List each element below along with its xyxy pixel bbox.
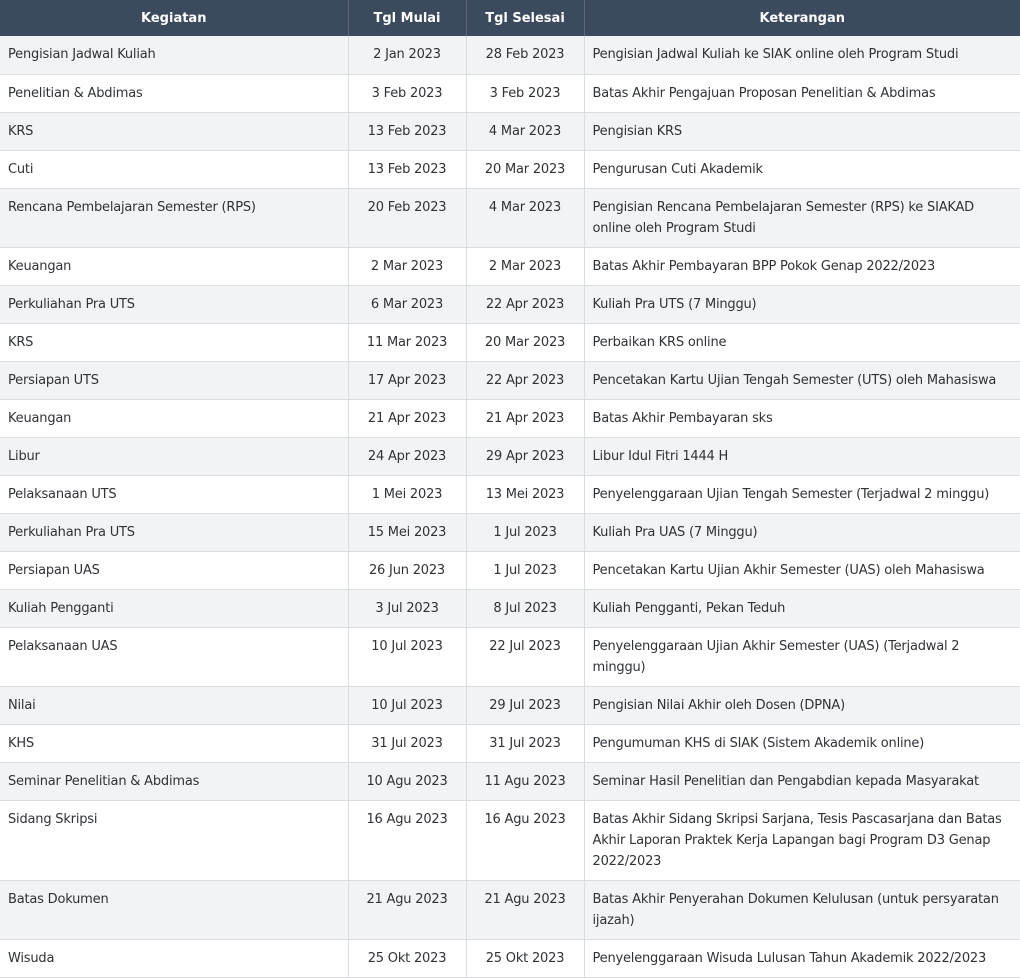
cell-keterangan: Batas Akhir Pembayaran sks — [584, 399, 1020, 437]
table-header — [0, 0, 1020, 36]
cell-kegiatan: Pelaksanaan UTS — [0, 475, 348, 513]
cell-kegiatan: Nilai — [0, 686, 348, 724]
cell-keterangan: Seminar Hasil Penelitian dan Pengabdian kepada Masyarakat — [584, 762, 1020, 800]
cell-tgl-mulai: 15 Mei 2023 — [348, 513, 466, 551]
cell-tgl-selesai: 22 Apr 2023 — [466, 361, 584, 399]
cell-tgl-selesai: 31 Jul 2023 — [466, 724, 584, 762]
cell-tgl-selesai: 25 Okt 2023 — [466, 939, 584, 977]
cell-kegiatan: KRS — [0, 112, 348, 150]
table-row — [0, 762, 1020, 800]
cell-keterangan: Libur Idul Fitri 1444 H — [584, 437, 1020, 475]
header-tgl-selesai: Tgl Selesai — [466, 0, 584, 36]
cell-tgl-mulai: 2 Mar 2023 — [348, 247, 466, 285]
cell-kegiatan: Rencana Pembelajaran Semester (RPS) — [0, 188, 348, 247]
cell-kegiatan: Pengisian Jadwal Kuliah — [0, 36, 348, 74]
cell-tgl-selesai: 21 Agu 2023 — [466, 880, 584, 939]
table-row — [0, 686, 1020, 724]
table-row — [0, 150, 1020, 188]
table-row — [0, 627, 1020, 686]
table-row — [0, 475, 1020, 513]
cell-tgl-mulai: 2 Jan 2023 — [348, 36, 466, 74]
cell-tgl-mulai: 31 Jul 2023 — [348, 724, 466, 762]
table-row — [0, 112, 1020, 150]
table-row — [0, 285, 1020, 323]
table-row — [0, 323, 1020, 361]
cell-keterangan: Pencetakan Kartu Ujian Akhir Semester (UAS) oleh Mahasiswa — [584, 551, 1020, 589]
cell-kegiatan: Penelitian & Abdimas — [0, 74, 348, 112]
cell-tgl-mulai: 10 Jul 2023 — [348, 627, 466, 686]
cell-keterangan: Batas Akhir Sidang Skripsi Sarjana, Tesis Pascasarjana dan Batas Akhir Laporan Praktek Kerja Lapangan bagi Program D3 Genap 2022/2023 — [584, 800, 1020, 880]
cell-tgl-mulai: 24 Apr 2023 — [348, 437, 466, 475]
cell-keterangan: Pengisian Rencana Pembelajaran Semester (RPS) ke SIAKAD online oleh Program Studi — [584, 188, 1020, 247]
cell-tgl-selesai: 21 Apr 2023 — [466, 399, 584, 437]
table-row — [0, 800, 1020, 880]
table-row — [0, 74, 1020, 112]
cell-tgl-selesai: 2 Mar 2023 — [466, 247, 584, 285]
cell-tgl-mulai: 13 Feb 2023 — [348, 112, 466, 150]
cell-tgl-selesai: 1 Jul 2023 — [466, 551, 584, 589]
cell-kegiatan: Perkuliahan Pra UTS — [0, 285, 348, 323]
cell-keterangan: Kuliah Pengganti, Pekan Teduh — [584, 589, 1020, 627]
table-row — [0, 437, 1020, 475]
cell-kegiatan: Seminar Penelitian & Abdimas — [0, 762, 348, 800]
cell-tgl-selesai: 4 Mar 2023 — [466, 112, 584, 150]
table-row — [0, 188, 1020, 247]
header-tgl-mulai: Tgl Mulai — [348, 0, 466, 36]
table-row — [0, 513, 1020, 551]
cell-tgl-selesai: 22 Apr 2023 — [466, 285, 584, 323]
cell-keterangan: Batas Akhir Pembayaran BPP Pokok Genap 2022/2023 — [584, 247, 1020, 285]
cell-kegiatan: Cuti — [0, 150, 348, 188]
table-row — [0, 589, 1020, 627]
cell-tgl-selesai: 22 Jul 2023 — [466, 627, 584, 686]
cell-kegiatan: Sidang Skripsi — [0, 800, 348, 880]
cell-keterangan: Batas Akhir Penyerahan Dokumen Kelulusan (untuk persyaratan ijazah) — [584, 880, 1020, 939]
cell-kegiatan: Batas Dokumen — [0, 880, 348, 939]
cell-tgl-mulai: 20 Feb 2023 — [348, 188, 466, 247]
cell-kegiatan: Pelaksanaan UAS — [0, 627, 348, 686]
cell-keterangan: Pengurusan Cuti Akademik — [584, 150, 1020, 188]
cell-keterangan: Pencetakan Kartu Ujian Tengah Semester (UTS) oleh Mahasiswa — [584, 361, 1020, 399]
cell-tgl-mulai: 26 Jun 2023 — [348, 551, 466, 589]
cell-keterangan: Perbaikan KRS online — [584, 323, 1020, 361]
cell-tgl-selesai: 13 Mei 2023 — [466, 475, 584, 513]
cell-kegiatan: Kuliah Pengganti — [0, 589, 348, 627]
cell-tgl-mulai: 10 Agu 2023 — [348, 762, 466, 800]
table-row — [0, 36, 1020, 74]
cell-kegiatan: Libur — [0, 437, 348, 475]
cell-keterangan: Pengisian Nilai Akhir oleh Dosen (DPNA) — [584, 686, 1020, 724]
cell-tgl-selesai: 28 Feb 2023 — [466, 36, 584, 74]
cell-tgl-mulai: 21 Apr 2023 — [348, 399, 466, 437]
cell-tgl-mulai: 6 Mar 2023 — [348, 285, 466, 323]
cell-keterangan: Pengumuman KHS di SIAK (Sistem Akademik online) — [584, 724, 1020, 762]
cell-keterangan: Penyelenggaraan Ujian Tengah Semester (Terjadwal 2 minggu) — [584, 475, 1020, 513]
cell-tgl-mulai: 3 Feb 2023 — [348, 74, 466, 112]
cell-kegiatan: Persiapan UAS — [0, 551, 348, 589]
table-row — [0, 939, 1020, 977]
cell-keterangan: Pengisian KRS — [584, 112, 1020, 150]
header-row — [0, 0, 1020, 36]
header-keterangan: Keterangan — [584, 0, 1020, 36]
cell-tgl-mulai: 3 Jul 2023 — [348, 589, 466, 627]
table-row — [0, 724, 1020, 762]
table-row — [0, 880, 1020, 939]
cell-kegiatan: Perkuliahan Pra UTS — [0, 513, 348, 551]
cell-keterangan: Batas Akhir Pengajuan Proposan Penelitian & Abdimas — [584, 74, 1020, 112]
cell-tgl-selesai: 20 Mar 2023 — [466, 150, 584, 188]
table-row — [0, 399, 1020, 437]
cell-tgl-selesai: 11 Agu 2023 — [466, 762, 584, 800]
cell-tgl-selesai: 20 Mar 2023 — [466, 323, 584, 361]
table-row — [0, 247, 1020, 285]
cell-tgl-selesai: 4 Mar 2023 — [466, 188, 584, 247]
cell-tgl-selesai: 29 Jul 2023 — [466, 686, 584, 724]
cell-tgl-mulai: 21 Agu 2023 — [348, 880, 466, 939]
table-body — [0, 36, 1020, 977]
cell-tgl-mulai: 1 Mei 2023 — [348, 475, 466, 513]
cell-tgl-mulai: 11 Mar 2023 — [348, 323, 466, 361]
header-kegiatan: Kegiatan — [0, 0, 348, 36]
table-row — [0, 551, 1020, 589]
cell-keterangan: Kuliah Pra UTS (7 Minggu) — [584, 285, 1020, 323]
cell-keterangan: Penyelenggaraan Wisuda Lulusan Tahun Akademik 2022/2023 — [584, 939, 1020, 977]
cell-tgl-mulai: 13 Feb 2023 — [348, 150, 466, 188]
cell-tgl-mulai: 25 Okt 2023 — [348, 939, 466, 977]
cell-tgl-selesai: 16 Agu 2023 — [466, 800, 584, 880]
cell-keterangan: Penyelenggaraan Ujian Akhir Semester (UAS) (Terjadwal 2 minggu) — [584, 627, 1020, 686]
cell-tgl-selesai: 8 Jul 2023 — [466, 589, 584, 627]
cell-kegiatan: KHS — [0, 724, 348, 762]
cell-tgl-selesai: 1 Jul 2023 — [466, 513, 584, 551]
cell-kegiatan: Keuangan — [0, 247, 348, 285]
table-row — [0, 361, 1020, 399]
cell-kegiatan: Persiapan UTS — [0, 361, 348, 399]
cell-kegiatan: Keuangan — [0, 399, 348, 437]
cell-tgl-selesai: 29 Apr 2023 — [466, 437, 584, 475]
cell-kegiatan: Wisuda — [0, 939, 348, 977]
cell-tgl-mulai: 10 Jul 2023 — [348, 686, 466, 724]
cell-tgl-mulai: 16 Agu 2023 — [348, 800, 466, 880]
cell-kegiatan: KRS — [0, 323, 348, 361]
cell-tgl-selesai: 3 Feb 2023 — [466, 74, 584, 112]
cell-keterangan: Kuliah Pra UAS (7 Minggu) — [584, 513, 1020, 551]
cell-keterangan: Pengisian Jadwal Kuliah ke SIAK online oleh Program Studi — [584, 36, 1020, 74]
cell-tgl-mulai: 17 Apr 2023 — [348, 361, 466, 399]
